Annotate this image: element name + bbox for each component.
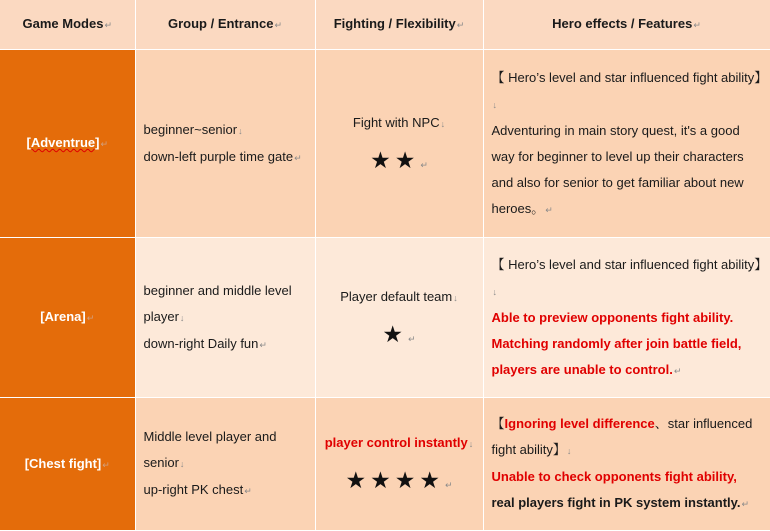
star-rating: ★	[382, 320, 408, 347]
features-cell: 【 Hero’s level and star influenced fight ability】↓ Able to preview opponents fight ability. Matching randomly after join battle field, players are unable to control.↵	[483, 238, 770, 398]
table-row	[0, 238, 770, 398]
header-game-modes: Game Modes↵	[0, 0, 135, 50]
group-cell: Middle level player and senior↓ up-right PK chest↵	[135, 398, 315, 531]
fighting-cell: player control instantly↓ ★★★★↵	[315, 398, 483, 531]
features-cell: 【 Hero’s level and star influenced fight ability】↓ Adventuring in main story quest, it's a good way for beginner to level up their characters and also for senior to get familiar about new heroes。↵	[483, 50, 770, 238]
group-cell: beginner~senior↓ down-left purple time gate↵	[135, 50, 315, 238]
header-row	[0, 0, 770, 50]
star-rating: ★★	[370, 146, 420, 173]
mode-cell-adventure: [Adventrue]↵	[0, 50, 135, 238]
header-hero-effects: Hero effects / Features↵	[483, 0, 770, 50]
features-cell: 【Ignoring level difference、star influenced fight ability】↓ Unable to check opponents fight ability, real players fight in PK system instantly.↵	[483, 398, 770, 531]
fighting-cell: Player default team↓ ★↵	[315, 238, 483, 398]
group-cell: beginner and middle level player↓ down-right Daily fun↵	[135, 238, 315, 398]
header-fighting-flexibility: Fighting / Flexibility↵	[315, 0, 483, 50]
table-row	[0, 50, 770, 238]
mode-cell-arena: [Arena]↵	[0, 238, 135, 398]
mode-cell-chest-fight: [Chest fight]↵	[0, 398, 135, 531]
header-group-entrance: Group / Entrance↵	[135, 0, 315, 50]
star-rating: ★★★★	[345, 467, 444, 493]
table-row	[0, 398, 770, 531]
fighting-cell: Fight with NPC↓ ★★↵	[315, 50, 483, 238]
